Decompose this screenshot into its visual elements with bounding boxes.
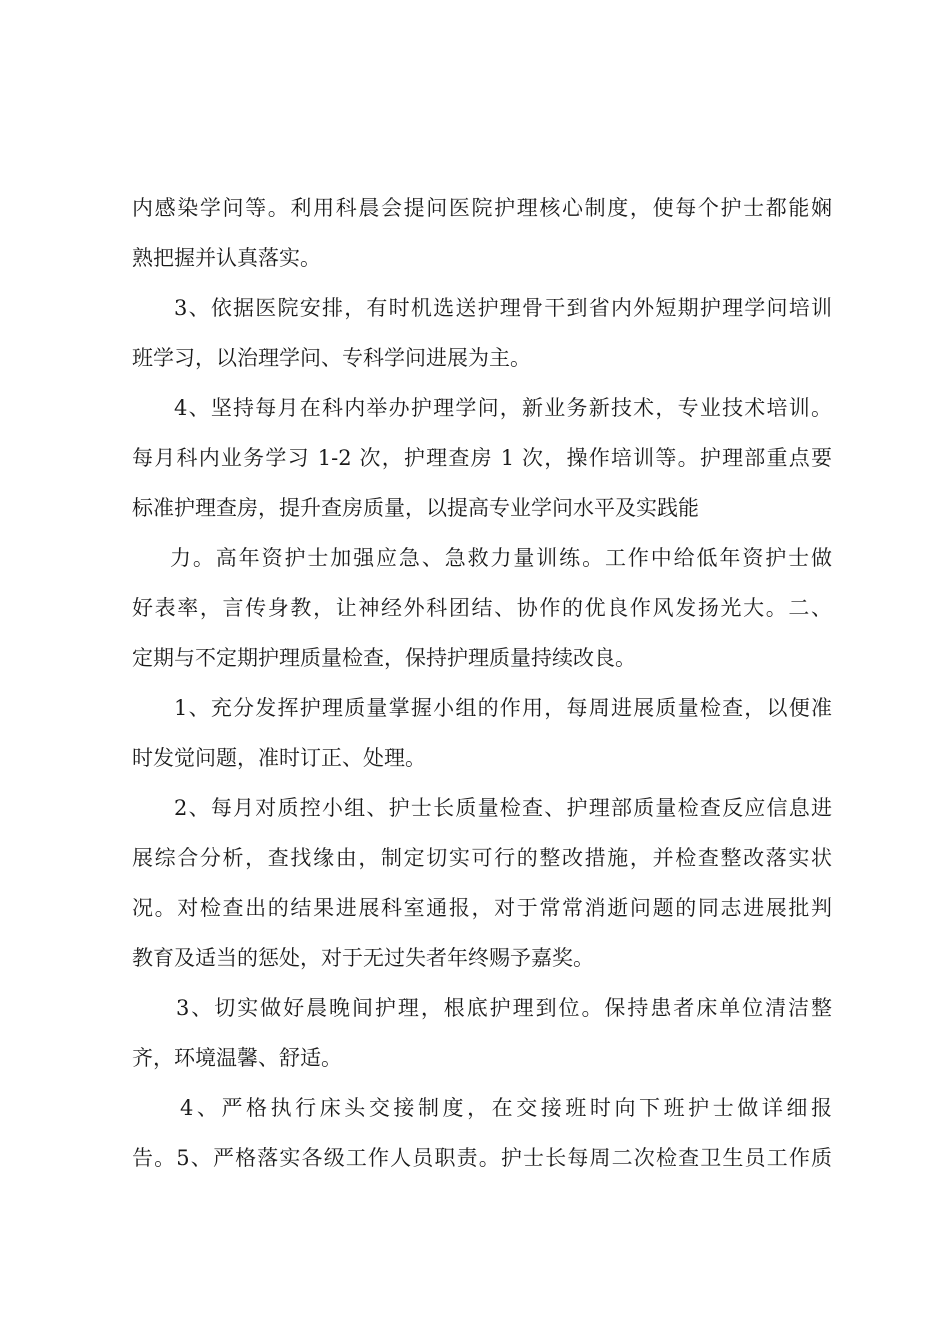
text-line: 4、严格执行床头交接制度，在交接班时向下班护士做详细报	[180, 1096, 832, 1120]
text-line: 内感染学问等。利用科晨会提问医院护理核心制度，使每个护士都能娴	[132, 196, 832, 220]
text-line: 定期与不定期护理质量检查，保持护理质量持续改良。	[132, 646, 636, 670]
text-line: 齐，环境温馨、舒适。	[132, 1046, 342, 1070]
text-line: 4、坚持每月在科内举办护理学问，新业务新技术，专业技术培训。	[174, 396, 832, 420]
text-line: 班学习，以治理学问、专科学问进展为主。	[132, 346, 531, 370]
text-line: 2、每月对质控小组、护士长质量检查、护理部质量检查反应信息进	[174, 796, 832, 820]
text-line: 展综合分析，查找缘由，制定切实可行的整改措施，并检查整改落实状	[132, 846, 832, 870]
text-line: 3、依据医院安排，有时机选送护理骨干到省内外短期护理学问培训	[174, 296, 832, 320]
text-line: 每月科内业务学习 1-2 次，护理查房 1 次，操作培训等。护理部重点要	[132, 446, 832, 470]
text-line: 1、充分发挥护理质量掌握小组的作用，每周进展质量检查，以便准	[174, 696, 832, 720]
text-line: 标准护理查房，提升查房质量，以提高专业学问水平及实践能	[132, 496, 699, 520]
text-line: 告。5、严格落实各级工作人员职责。护士长每周二次检查卫生员工作质	[132, 1146, 832, 1170]
text-line: 力。高年资护士加强应急、急救力量训练。工作中给低年资护士做	[170, 546, 832, 570]
text-line: 好表率，言传身教，让神经外科团结、协作的优良作风发扬光大。二、	[132, 596, 832, 620]
text-line: 教育及适当的惩处，对于无过失者年终赐予嘉奖。	[132, 946, 594, 970]
text-line: 熟把握并认真落实。	[132, 246, 321, 270]
text-line: 时发觉问题，准时订正、处理。	[132, 746, 426, 770]
text-line: 3、切实做好晨晚间护理，根底护理到位。保持患者床单位清洁整	[176, 996, 832, 1020]
text-line: 况。对检查出的结果进展科室通报，对于常常消逝问题的同志进展批判	[132, 896, 832, 920]
